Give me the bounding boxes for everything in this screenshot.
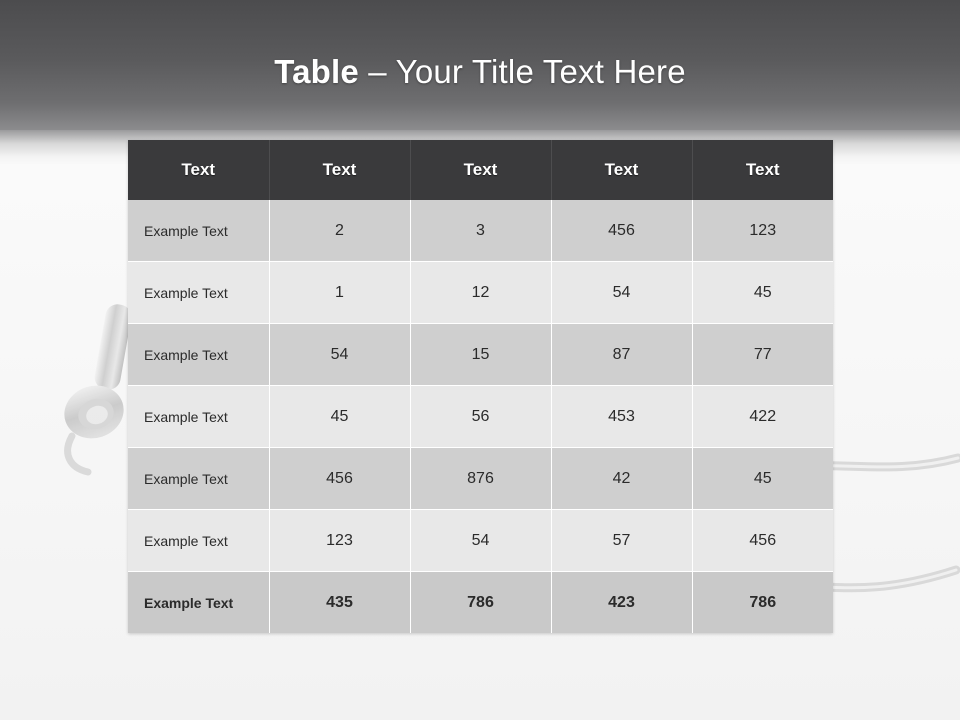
table-cell-label: Example Text: [128, 572, 269, 634]
table-row: [128, 448, 833, 510]
table-row: [128, 324, 833, 386]
table-cell-label: Example Text: [128, 510, 269, 572]
table-header-cell-0[interactable]: Text: [128, 140, 269, 200]
table-row: [128, 386, 833, 448]
table-cell-value: 456: [692, 510, 833, 572]
data-table: [128, 140, 833, 633]
table-cell-label: Example Text: [128, 324, 269, 386]
data-table-container: [128, 140, 833, 633]
table-row: [128, 510, 833, 572]
table-cell-value: 456: [551, 200, 692, 262]
page-title-rest: Your Title Text Here: [395, 53, 686, 90]
table-row: [128, 262, 833, 324]
page-title-bold: Table: [274, 53, 359, 90]
table-header-cell-2[interactable]: Text: [410, 140, 551, 200]
table-cell-label: Example Text: [128, 262, 269, 324]
page-title-dash: –: [358, 53, 396, 90]
table-cell-value: 123: [692, 200, 833, 262]
table-cell-value: 45: [692, 262, 833, 324]
table-cell-value: 77: [692, 324, 833, 386]
table-cell-value: 423: [551, 572, 692, 634]
table-cell-value: 54: [410, 510, 551, 572]
table-cell-value: 56: [410, 386, 551, 448]
table-cell-value: 876: [410, 448, 551, 510]
table-cell-label: Example Text: [128, 448, 269, 510]
page-title: [0, 52, 960, 92]
table-cell-value: 12: [410, 262, 551, 324]
table-cell-value: 87: [551, 324, 692, 386]
table-cell-value: 456: [269, 448, 410, 510]
table-cell-value: 1: [269, 262, 410, 324]
table-cell-value: 15: [410, 324, 551, 386]
table-header-cell-3[interactable]: Text: [551, 140, 692, 200]
table-cell-value: 57: [551, 510, 692, 572]
table-cell-value: 453: [551, 386, 692, 448]
table-cell-value: 2: [269, 200, 410, 262]
table-cell-value: 3: [410, 200, 551, 262]
table-cell-value: 786: [692, 572, 833, 634]
table-cell-value: 54: [269, 324, 410, 386]
table-cell-value: 123: [269, 510, 410, 572]
table-cell-value: 54: [551, 262, 692, 324]
table-cell-value: 435: [269, 572, 410, 634]
table-row: [128, 200, 833, 262]
table-header-cell-4[interactable]: Text: [692, 140, 833, 200]
table-cell-value: 422: [692, 386, 833, 448]
table-total-row: [128, 572, 833, 634]
table-header-cell-1[interactable]: Text: [269, 140, 410, 200]
table-cell-label: Example Text: [128, 386, 269, 448]
table-cell-value: 45: [269, 386, 410, 448]
table-cell-value: 42: [551, 448, 692, 510]
table-cell-value: 45: [692, 448, 833, 510]
table-header-row: [128, 140, 833, 200]
table-cell-label: Example Text: [128, 200, 269, 262]
table-cell-value: 786: [410, 572, 551, 634]
